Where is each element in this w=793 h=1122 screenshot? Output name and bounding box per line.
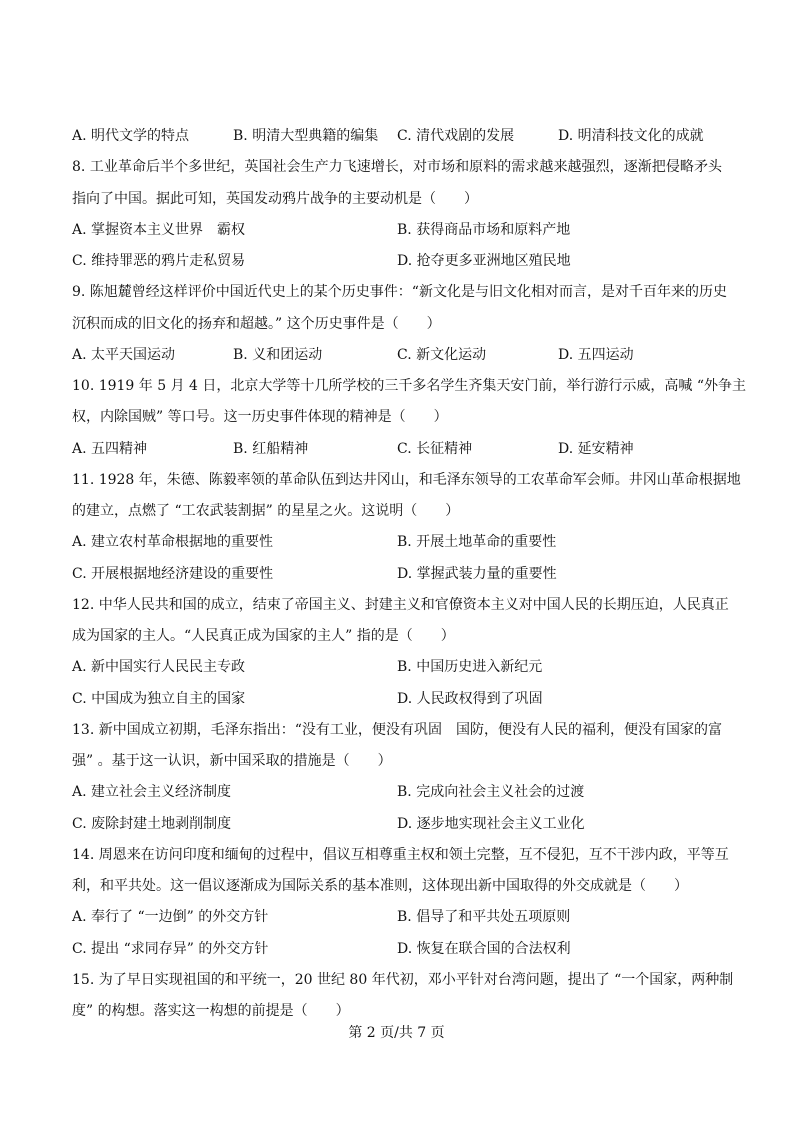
question-11-options	[72, 559, 722, 590]
option-b: B. 倡导了和平共处五项原则	[397, 909, 571, 926]
option-b: B. 中国历史进入新纪元	[397, 659, 543, 676]
option-c: C. 新文化运动	[397, 346, 487, 363]
question-13-options	[72, 809, 722, 840]
option-d: D. 恢复在联合国的合法权利	[397, 940, 571, 957]
option-b: B. 开展土地革命的重要性	[397, 534, 557, 551]
question-14-text: 利，和平共处。这一倡议逐渐成为国际关系的基本准则，这体现出新中国取得的外交成就是（ ）	[72, 878, 688, 894]
option-b: B. 红船精神	[233, 440, 309, 457]
option-c: C. 清代戏剧的发展	[397, 128, 515, 144]
option-d: D. 抢夺更多亚洲地区殖民地	[397, 253, 571, 269]
question-13-text: 强” 。基于这一认识，新中国采取的措施是（ ）	[72, 753, 392, 769]
option-d: D. 明清科技文化的成就	[558, 128, 704, 144]
question-10-text: 权，内除国贼” 等口号。这一历史事件体现的精神是（ ）	[72, 409, 448, 426]
question-8-options	[72, 246, 722, 277]
question-8-text: 指向了中国。据此可知，英国发动鸦片战争的主要动机是（ ）	[72, 190, 478, 207]
option-a: A. 奉行了 “一边倒” 的外交方针	[72, 909, 269, 926]
option-d: D. 人民政权得到了巩固	[397, 690, 543, 707]
option-c: C. 提出 “求同存异” 的外交方针	[72, 940, 269, 957]
question-11-options	[72, 527, 722, 558]
option-c: C. 开展根据地经济建设的重要性	[72, 565, 274, 582]
question-11-text: 11. 1928 年，朱德、陈毅率领的革命队伍到达井冈山，和毛泽东领导的工农革命军会师。井冈山革命根据地	[72, 471, 741, 488]
question-9-text: 9. 陈旭麓曾经这样评价中国近代史上的某个历史事件：“新文化是与旧文化相对而言，是对千百年来的历史	[72, 284, 727, 301]
question-8-text: 8. 工业革命后半个多世纪，英国社会生产力飞速增长，对市场和原料的需求越来越强烈，逐渐把侵略矛头	[72, 159, 722, 176]
question-14-options	[72, 902, 722, 933]
question-8-options	[72, 215, 722, 246]
question-14-text: 14. 周恩来在访问印度和缅甸的过程中，倡议互相尊重主权和领土完整，互不侵犯，互不干涉内政，平等互	[72, 846, 729, 863]
question-10-text: 10. 1919 年 5 月 4 日，北京大学等十几所学校的三千多名学生齐集天安门前，举行游行示威，高喊 “外争主	[72, 378, 747, 394]
exam-page	[72, 121, 747, 1027]
question-10-options	[72, 434, 722, 465]
question-15-text: 度” 的构想。落实这一构想的前提是（ ）	[72, 1003, 350, 1019]
question-9-text: 沉积而成的旧文化的扬弃和超越。” 这个历史事件是（ ）	[72, 315, 441, 332]
option-a: A. 明代文学的特点	[72, 128, 190, 144]
question-15-text: 15. 为了早日实现祖国的和平统一，20 世纪 80 年代初，邓小平针对台湾问题，提出了 “一个国家，两种制	[72, 971, 734, 988]
question-14-options	[72, 934, 722, 965]
option-a: A. 建立农村革命根据地的重要性	[72, 534, 274, 551]
page-number: 第 2 页/共 7 页	[348, 1025, 445, 1041]
option-b: B. 完成向社会主义社会的过渡	[397, 784, 585, 801]
question-12-options	[72, 684, 722, 715]
option-a: A. 太平天国运动	[72, 346, 176, 363]
question-12-text: 12. 中华人民共和国的成立，结束了帝国主义、封建主义和官僚资本主义对中国人民的长期压迫，人民真正	[72, 596, 729, 613]
question-13-options	[72, 777, 722, 808]
option-c: C. 长征精神	[397, 440, 473, 457]
question-13-text: 13. 新中国成立初期，毛泽东指出：“没有工业，便没有巩固 国防，便没有人民的福利，便没有国家的富	[72, 721, 722, 738]
option-a: A. 新中国实行人民民主专政	[72, 659, 246, 676]
question-7-options	[72, 121, 722, 152]
question-11-text: 的建立，点燃了 “工农武装割据” 的星星之火。这说明（ ）	[72, 503, 460, 519]
option-c: C. 中国成为独立自主的国家	[72, 690, 246, 707]
option-d: D. 五四运动	[558, 346, 634, 363]
question-12-options	[72, 652, 722, 683]
option-a: A. 五四精神	[72, 440, 148, 457]
option-b: B. 义和团运动	[233, 346, 323, 363]
option-b: B. 明清大型典籍的编集	[233, 128, 379, 144]
question-9-options	[72, 340, 722, 371]
option-d: D. 掌握武装力量的重要性	[397, 565, 557, 582]
option-d: D. 逐步地实现社会主义工业化	[397, 815, 585, 832]
option-a: A. 建立社会主义经济制度	[72, 784, 232, 801]
option-a: A. 掌握资本主义世界 霸权	[72, 221, 246, 238]
option-c: C. 废除封建土地剥削制度	[72, 815, 232, 832]
question-12-text: 成为国家的主人。“人民真正成为国家的主人” 指的是（ ）	[72, 628, 455, 644]
option-c: C. 维持罪恶的鸦片走私贸易	[72, 253, 246, 269]
option-d: D. 延安精神	[558, 440, 634, 457]
option-b: B. 获得商品市场和原料产地	[397, 221, 571, 238]
